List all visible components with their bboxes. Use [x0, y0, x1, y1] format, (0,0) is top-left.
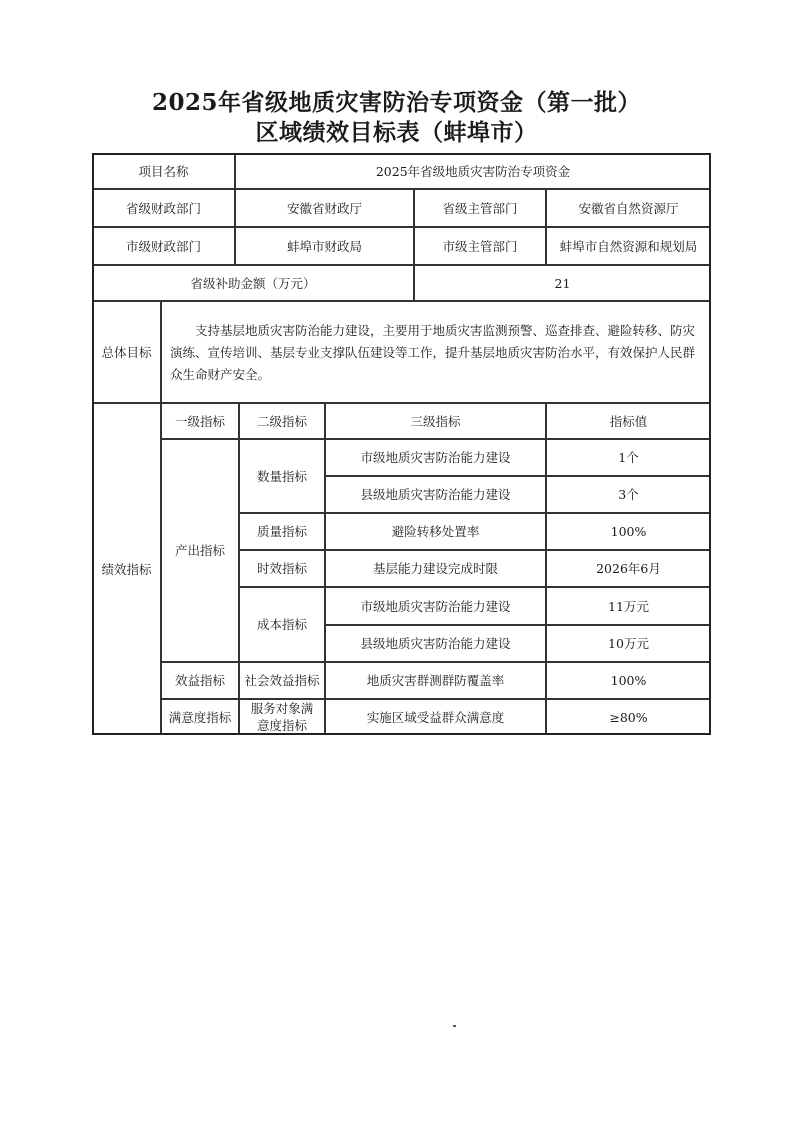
- city-finance-value: 蚌埠市财政局: [235, 227, 414, 265]
- cost-row-1-name: 市级地质灾害防治能力建设: [325, 587, 546, 625]
- cost-row-2-value: 10万元: [546, 625, 711, 662]
- social-row-value: 100%: [546, 662, 711, 699]
- satisfaction-row-value: ≥80%: [546, 699, 711, 735]
- prov-finance-label: 省级财政部门: [92, 189, 235, 227]
- header-level1: 一级指标: [161, 403, 239, 439]
- overall-goal-label: 总体目标: [92, 301, 161, 403]
- project-name-label: 项目名称: [92, 153, 235, 189]
- header-value: 指标值: [546, 403, 711, 439]
- city-dept-value: 蚌埠市自然资源和规划局: [546, 227, 711, 265]
- cost-row-2-name: 县级地质灾害防治能力建设: [325, 625, 546, 662]
- quantity-row-1-value: 1个: [546, 439, 711, 476]
- quantity-indicators-label: 数量指标: [239, 439, 325, 513]
- quality-indicators-label: 质量指标: [239, 513, 325, 550]
- quantity-row-2-value: 3个: [546, 476, 711, 513]
- output-indicators-label: 产出指标: [161, 439, 239, 662]
- overall-goal-text: 支持基层地质灾害防治能力建设，主要用于地质灾害监测预警、巡查排查、避险转移、防灾演练、宣传培训、基层专业支撑队伍建设等工作，提升基层地质灾害防治水平，有效保护人民群众生命财产安全。: [161, 301, 711, 403]
- document-title-line-1: 2025年省级地质灾害防治专项资金（第一批）: [151, 89, 641, 116]
- document-title-line-2: 区域绩效目标表（蚌埠市）: [255, 119, 538, 146]
- social-row-name: 地质灾害群测群防覆盖率: [325, 662, 546, 699]
- cost-indicators-label: 成本指标: [239, 587, 325, 662]
- subsidy-label: 省级补助金额（万元）: [92, 265, 414, 301]
- header-level3: 三级指标: [325, 403, 546, 439]
- header-level2: 二级指标: [239, 403, 325, 439]
- quantity-row-2-name: 县级地质灾害防治能力建设: [325, 476, 546, 513]
- timeliness-row-name: 基层能力建设完成时限: [325, 550, 546, 587]
- scan-speck: [453, 1025, 456, 1027]
- quantity-row-1-name: 市级地质灾害防治能力建设: [325, 439, 546, 476]
- social-benefit-label: 社会效益指标: [239, 662, 325, 699]
- project-name-value: 2025年省级地质灾害防治专项资金: [235, 153, 711, 189]
- prov-finance-value: 安徽省财政厅: [235, 189, 414, 227]
- prov-dept-value: 安徽省自然资源厅: [546, 189, 711, 227]
- subsidy-value: 21: [414, 265, 711, 301]
- performance-indicators-label: 绩效指标: [92, 403, 161, 735]
- city-finance-label: 市级财政部门: [92, 227, 235, 265]
- benefit-indicators-label: 效益指标: [161, 662, 239, 699]
- timeliness-row-value: 2026年6月: [546, 550, 711, 587]
- quality-row-value: 100%: [546, 513, 711, 550]
- cost-row-1-value: 11万元: [546, 587, 711, 625]
- prov-dept-label: 省级主管部门: [414, 189, 546, 227]
- satisfaction-row-name: 实施区域受益群众满意度: [325, 699, 546, 735]
- service-satisfaction-label: 服务对象满意度指标: [239, 699, 325, 735]
- city-dept-label: 市级主管部门: [414, 227, 546, 265]
- quality-row-name: 避险转移处置率: [325, 513, 546, 550]
- satisfaction-indicators-label: 满意度指标: [161, 699, 239, 735]
- timeliness-indicators-label: 时效指标: [239, 550, 325, 587]
